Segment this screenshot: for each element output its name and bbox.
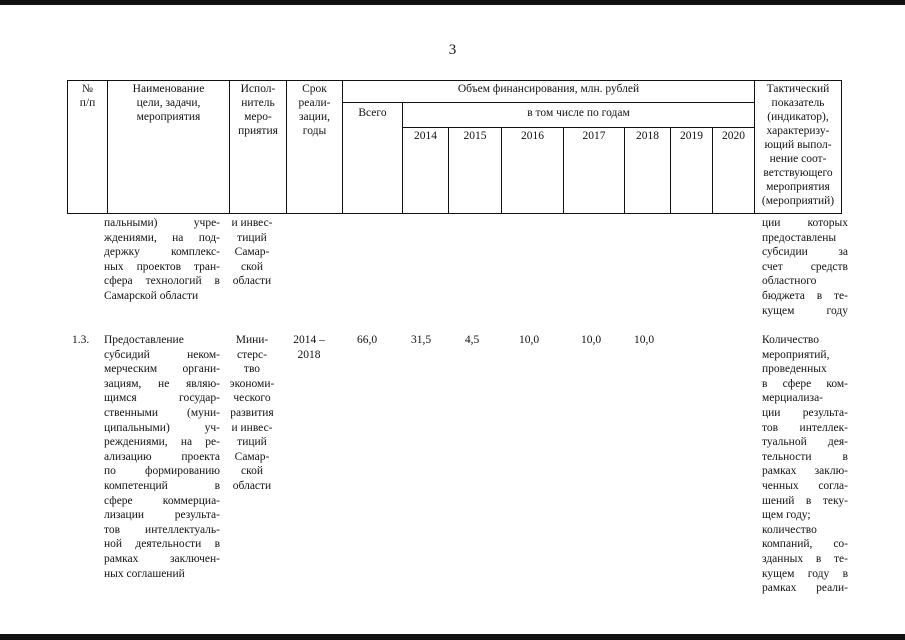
header-year-2019: 2019 (671, 128, 713, 214)
row-1-3-executor: Мини- стерс- тво экономи- ческого развития и инвес- тиций Самар- ской области (229, 334, 275, 492)
row-1-3-2017: 10,0 (580, 334, 602, 346)
row-1-3-2015: 4,5 (464, 334, 480, 346)
row-1-3-indicator: Количество мероприятий, проведенных в сфере ком- мерциализа- ции результа- тов интеллек- туальной дея- тельности в рамках заклю- ченных согла- шений в теку- щем году; количество компаний, со- зданных в те- кущем году в рамках реали- (762, 334, 848, 595)
header-financing: Объем финансирования, млн. рублей (343, 81, 755, 103)
row-1-3-2016: 10,0 (518, 334, 540, 346)
row-1-3-term: 2014 – 2018 (293, 334, 325, 361)
header-indicator: Тактический показатель (индикатор), характеризу- ющий выпол- нение соот- ветствующего мероприятия (мероприятий) (755, 81, 842, 214)
header-executor: Испол- нитель меро- приятия (230, 81, 287, 214)
header-year-2016: 2016 (502, 128, 564, 214)
row-1-3-total: 66,0 (356, 334, 378, 346)
header-year-2018: 2018 (625, 128, 671, 214)
continuation-name: пальными) учре- ждениями, на под- держку комплекс- ных проектов тран- сфера технологий в Самарской области (104, 217, 220, 302)
row-1-3-2014: 31,5 (410, 334, 432, 346)
header-year-2014: 2014 (403, 128, 449, 214)
header-term: Срок реали- зации, годы (287, 81, 343, 214)
continuation-indicator: ции которых предоставлены субсидии за счет средств областного бюджета в те- кущем году (762, 217, 848, 317)
continuation-executor: и инвес- тиций Самар- ской области (231, 217, 273, 288)
header-total: Всего (343, 103, 403, 214)
page-number: 3 (448, 42, 457, 58)
header-year-2017: 2017 (564, 128, 625, 214)
financing-table-header (67, 80, 842, 214)
row-1-3-number: 1.3. (72, 334, 90, 346)
header-year-2015: 2015 (449, 128, 502, 214)
row-1-3-2018: 10,0 (633, 334, 655, 346)
bottom-rule (0, 634, 905, 640)
top-rule (0, 0, 905, 5)
row-1-3-name: Предоставление субсидий неком- мерческим органи- зациям, не являю- щимся государ- ственными (муни- ципальными) уч- реждениями, на ре- ализацию проекта по формированию компетенций в сфере коммерциа- лизации результа- тов интеллектуаль- ной деятельности в рамках заключен- ных соглашений (104, 334, 220, 580)
header-year-2020: 2020 (713, 128, 755, 214)
header-name: Наименование цели, задачи, мероприятия (108, 81, 230, 214)
header-by-years: в том числе по годам (403, 103, 755, 128)
header-num: № п/п (68, 81, 108, 214)
